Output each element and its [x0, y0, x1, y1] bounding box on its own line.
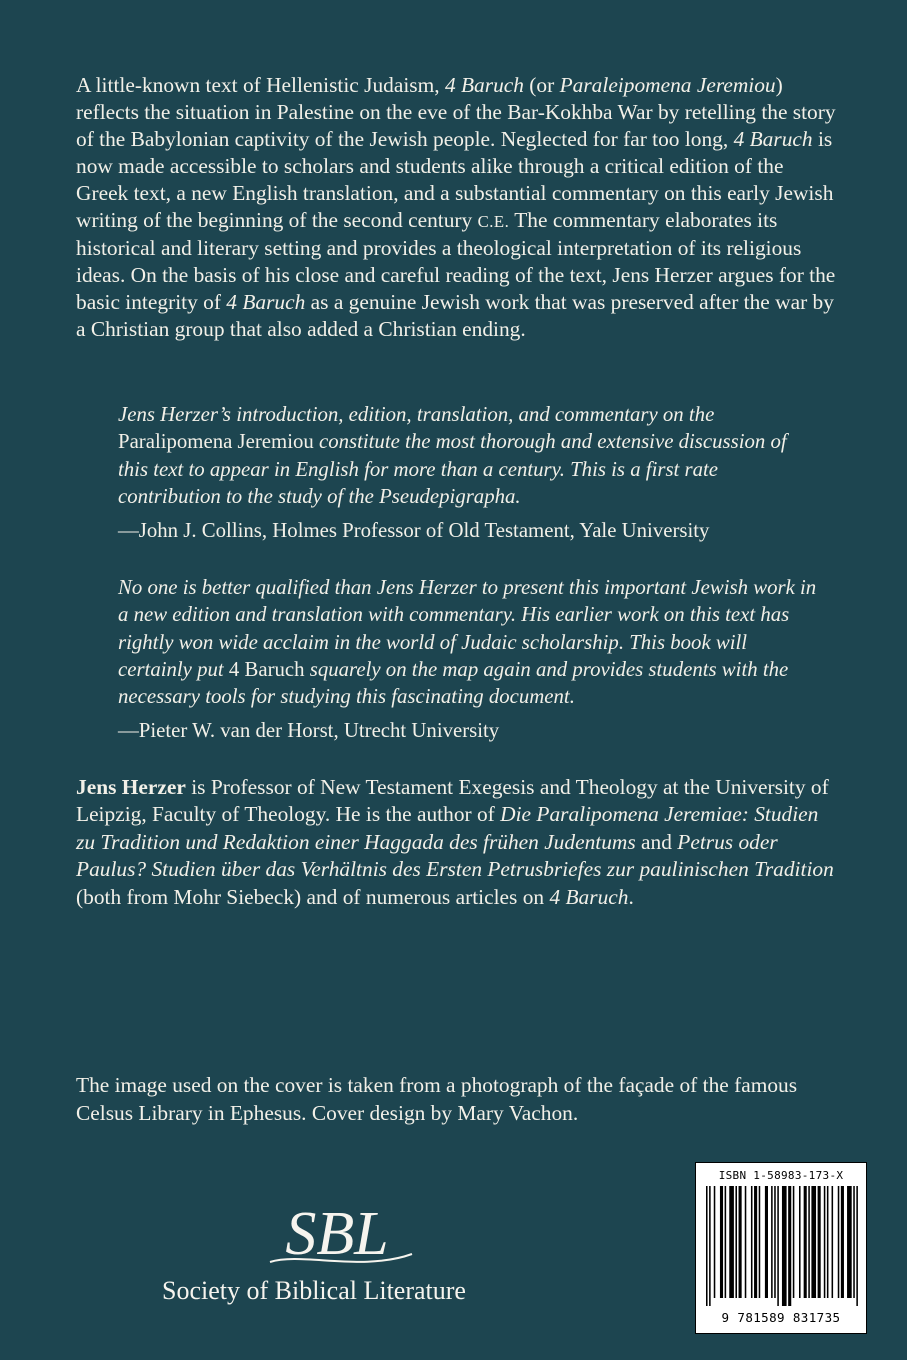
- endorsement-attribution: —Pieter W. van der Horst, Utrecht University: [118, 719, 500, 743]
- endorsement-van-der-horst: [118, 574, 818, 745]
- logo-letters: SBL: [285, 1200, 389, 1268]
- publisher-name: Society of Biblical Literature: [162, 1276, 466, 1305]
- barcode-bar: [788, 1186, 791, 1306]
- description-paragraph: A little-known text of Hellenistic Judaism, 4 Baruch (or Paraleipomena Jeremiou) reflects the situation in Palestine on the eve of the Bar-Kokhba War by retelling the story of the Babylonian captivity of the Jewish people. Neglected for far too long, 4 Baruch is now made accessible to scholars and students alike through a critical edition of the Greek text, a new English translation, and a substantial commentary on this early Jewish writing of the beginning of the second century C.E. The commentary elaborates its historical and literary setting and provides a theological interpretation of its religious ideas. On the basis of his close and careful reading of the text, Jens Herzer argues for the basic integrity of 4 Baruch as a genuine Jewish work that was preserved after the war by a Christian group that also added a Christian ending.: [76, 73, 836, 341]
- barcode-bar: [853, 1186, 855, 1298]
- barcode-bar: [720, 1186, 723, 1298]
- barcode-bar: [745, 1186, 747, 1298]
- barcode-bar: [735, 1186, 737, 1298]
- barcode-bar: [771, 1186, 773, 1298]
- barcode-bar: [777, 1186, 779, 1306]
- barcode-bar: [782, 1186, 787, 1306]
- barcode-bar: [706, 1186, 708, 1306]
- barcode-bar: [827, 1186, 829, 1298]
- barcode-bar: [799, 1186, 801, 1298]
- barcode-bar: [729, 1186, 734, 1298]
- barcode-bar: [754, 1186, 757, 1298]
- endorsement-text: Jens Herzer’s introduction, edition, translation, and commentary on the Paralipomena Jeremiou constitute the most thorough and extensive discussion of this text to appear in English for more than a century. This is a first rate contribution to the study of the Pseudepigrapha.: [118, 403, 787, 508]
- barcode-bar: [725, 1186, 727, 1298]
- barcode-bars: [704, 1186, 858, 1306]
- barcode-bar: [824, 1186, 826, 1298]
- author-bio: [76, 774, 838, 911]
- barcode-bar: [808, 1186, 810, 1298]
- barcode-bar: [856, 1186, 858, 1306]
- cover-credit: The image used on the cover is taken from a photograph of the façade of the famous Celsus Library in Ephesus. Cover design by Mary Vachon.: [76, 1073, 798, 1125]
- endorsement-collins: [118, 401, 818, 544]
- barcode-bar: [804, 1186, 807, 1298]
- barcode-bar: [818, 1186, 821, 1298]
- barcode-bar: [847, 1186, 852, 1298]
- publisher-logo: [160, 1196, 510, 1316]
- barcode-bar: [739, 1186, 742, 1298]
- barcode-bar: [832, 1186, 834, 1298]
- barcode-bar: [759, 1186, 761, 1298]
- barcode-bar: [838, 1186, 840, 1298]
- author-bio-paragraph: Jens Herzer is Professor of New Testament Exegesis and Theology at the University of Leipzig, Faculty of Theology. He is the author of Die Paralipomena Jeremiae: Studien zu Tradition und Redaktion einer Haggada des frühen Judentums and Petrus oder Paulus? Studien über das Verhältnis des Ersten Petrusbriefes zur paulinischen Tradition (both from Mohr Siebeck) and of numerous articles on 4 Baruch.: [76, 775, 834, 909]
- barcode-bar: [765, 1186, 768, 1298]
- isbn-label: ISBN 1-58983-173-X: [718, 1169, 844, 1182]
- barcode-bar: [841, 1186, 844, 1298]
- barcode-digits: 9 781589 831735: [721, 1310, 841, 1325]
- endorsement-attribution: —John J. Collins, Holmes Professor of Old Testament, Yale University: [118, 519, 710, 543]
- isbn-barcode: [695, 1162, 867, 1334]
- barcode-bar: [709, 1186, 711, 1306]
- barcode-bar: [774, 1186, 776, 1298]
- barcode-bar: [811, 1186, 816, 1298]
- book-description: [76, 72, 838, 343]
- sbl-logo-icon: [252, 1196, 422, 1270]
- endorsement-text: No one is better qualified than Jens Herzer to present this important Jewish work in a new edition and translation with commentary. His earlier work on this text has rightly won wide acclaim in the world of Judaic scholarship. This book will certainly put 4 Baruch squarely on the map again and provides students with the necessary tools for studying this fascinating document.: [118, 576, 817, 709]
- barcode-bar: [714, 1186, 716, 1298]
- barcode-bar: [751, 1186, 753, 1298]
- barcode-bar: [793, 1186, 795, 1298]
